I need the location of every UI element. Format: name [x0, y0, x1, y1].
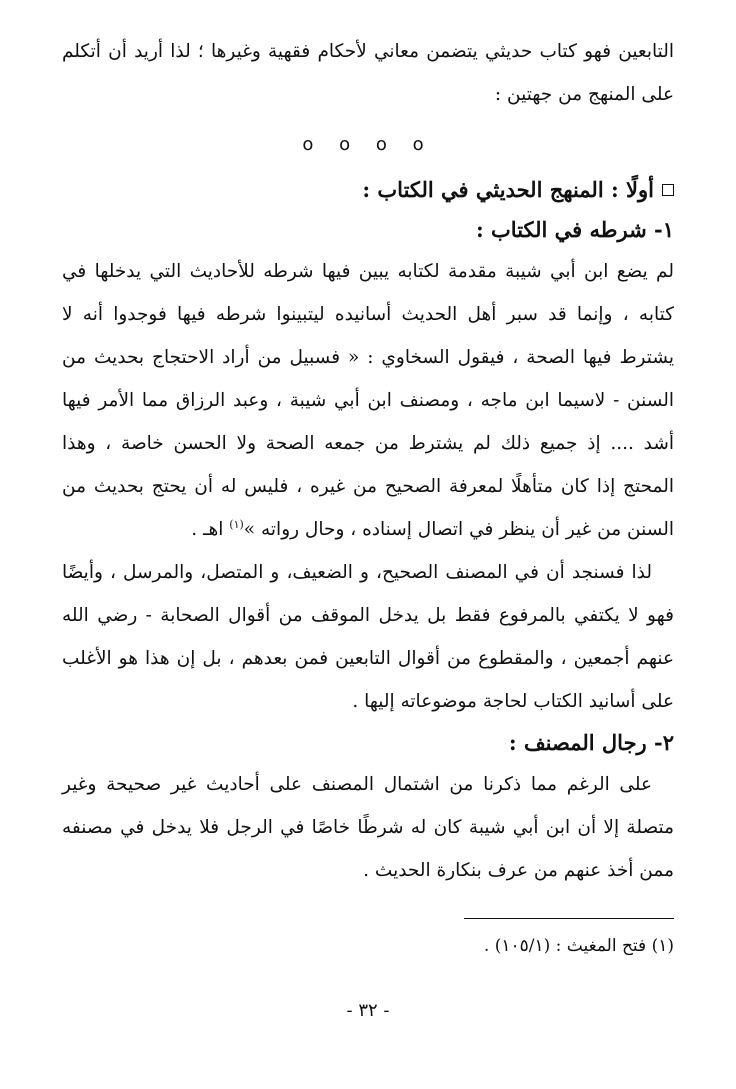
section-heading [62, 170, 674, 210]
subheading-condition: ١- شرطه في الكتاب : [475, 217, 674, 242]
page-number: - ٣٢ - [346, 1000, 390, 1021]
footnote-separator [464, 918, 674, 919]
footnote-text: (١) فتح المغيث : (١٠٥/١) . [483, 936, 674, 956]
footnote-reference[interactable]: (١) [229, 517, 244, 531]
square-bullet-icon [662, 184, 674, 196]
paragraph-contents: لذا فسنجد أن في المصنف الصحيح، و الضعيف، و المتصل، والمرسل ، وأيضًا فهو لا يكتفي بالمرفوع فقط بل يدخل الموقف من أقوال الصحابة - رضي الله عنهم أجمعين ، والمقطوع من أقوال التابعين فمن بعدهم ، بل إن هذا هو الأغلب على أسانيد الكتاب لحاجة موضوعاته إليها . [62, 562, 674, 712]
paragraph-condition-end: اهـ . [191, 519, 230, 540]
document-page [62, 30, 674, 1089]
section-heading-text: أولًا : المنهج الحديثي في الكتاب : [362, 177, 654, 202]
paragraph-condition-text: لم يضع ابن أبي شيبة مقدمة لكتابه يبين فيها شرطه للأحاديث التي يدخلها في كتابه ، وإنما قد سبر أهل الحديث أسانيده ليتبينوا شرطه فيها فوجدوا أنه لا يشترط فيها الصحة ، فيقول السخاوي : « فسبيل من أراد الاحتجاج بحديث من السنن - لاسيما ابن ماجه ، ومصنف ابن أبي شيبة ، وعبد الرزاق مما الأمر فيها أشد .... إذ جميع ذلك لم يشترط من جمعه الصحة ولا الحسن خاصة ، وهذا المحتج إذا كان متأهلًا لمعرفة الصحيح من غيره ، فليس له أن يحتج بحديث من السنن من غير أن ينظر في اتصال إسناده ، وحال رواته » [62, 261, 674, 540]
section-divider-ornament: o o o o [302, 134, 434, 155]
paragraph-narrators: على الرغم مما ذكرنا من اشتمال المصنف على أحاديث غير صحيحة وغير متصلة إلا أن ابن أبي شيبة كان له شرطًا خاصًا في الرجل فلا يدخل في مصنفه ممن أخذ عنهم من عرف بنكارة الحديث . [62, 774, 674, 881]
subheading-narrators: ٢- رجال المصنف : [508, 730, 674, 755]
paragraph-intro: التابعين فهو كتاب حديثي يتضمن معاني لأحكام فقهية وغيرها ؛ لذا أريد أن أتكلم على المنهج من جهتين : [62, 41, 674, 105]
paragraph-condition [62, 250, 674, 551]
